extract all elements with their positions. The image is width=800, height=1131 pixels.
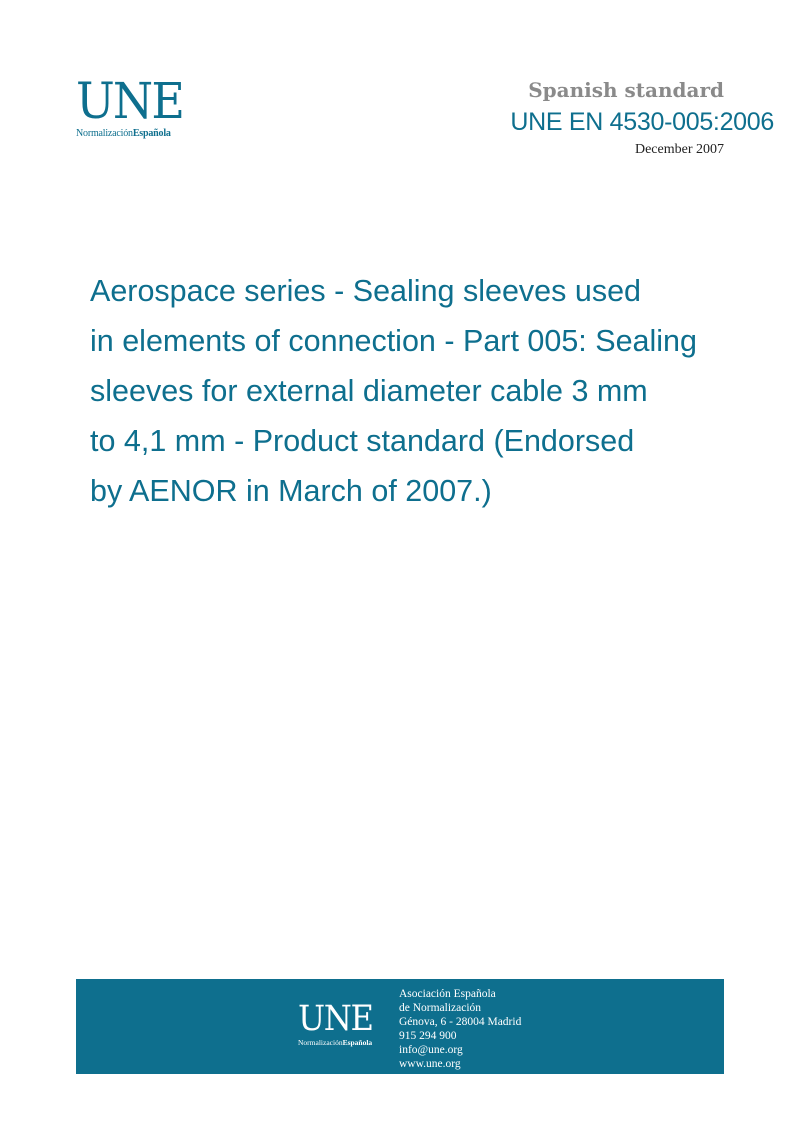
title-line: to 4,1 mm - Product standard (Endorsed <box>90 424 635 458</box>
standard-code: UNE EN 4530-005:2006 <box>510 108 774 136</box>
document-title <box>90 266 740 516</box>
footer-logo-subtitle <box>298 1038 388 1047</box>
footer-logo-mark: UNE <box>298 999 373 1039</box>
phone-number: 915 294 900 <box>399 1030 457 1042</box>
footer-une-logo <box>298 1001 388 1051</box>
footer-contact-info <box>399 987 521 1071</box>
footer-logo-subtitle-regular: Normalización <box>298 1038 343 1047</box>
standard-date: December 2007 <box>634 142 724 157</box>
title-line: sleeves for external diameter cable 3 mm <box>90 374 648 408</box>
email-address: info@une.org <box>399 1044 463 1056</box>
org-name-line: de Normalización <box>399 1002 482 1014</box>
logo-mark: UNE <box>76 72 184 130</box>
org-name-line: Asociación Española <box>399 988 496 1000</box>
une-logo <box>76 72 206 146</box>
footer-logo-subtitle-bold: Española <box>342 1038 373 1047</box>
title-line: in elements of connection - Part 005: Sealing <box>90 324 697 358</box>
logo-subtitle-bold: Española <box>132 128 171 139</box>
standard-type: Spanish standard <box>528 78 724 102</box>
website-url: www.une.org <box>399 1058 461 1070</box>
logo-subtitle-regular: Normalización <box>76 128 133 139</box>
address-line: Génova, 6 - 28004 Madrid <box>399 1016 522 1028</box>
title-line: Aerospace series - Sealing sleeves used <box>90 274 641 308</box>
footer-band <box>76 979 724 1074</box>
title-line: by AENOR in March of 2007.) <box>90 474 492 508</box>
